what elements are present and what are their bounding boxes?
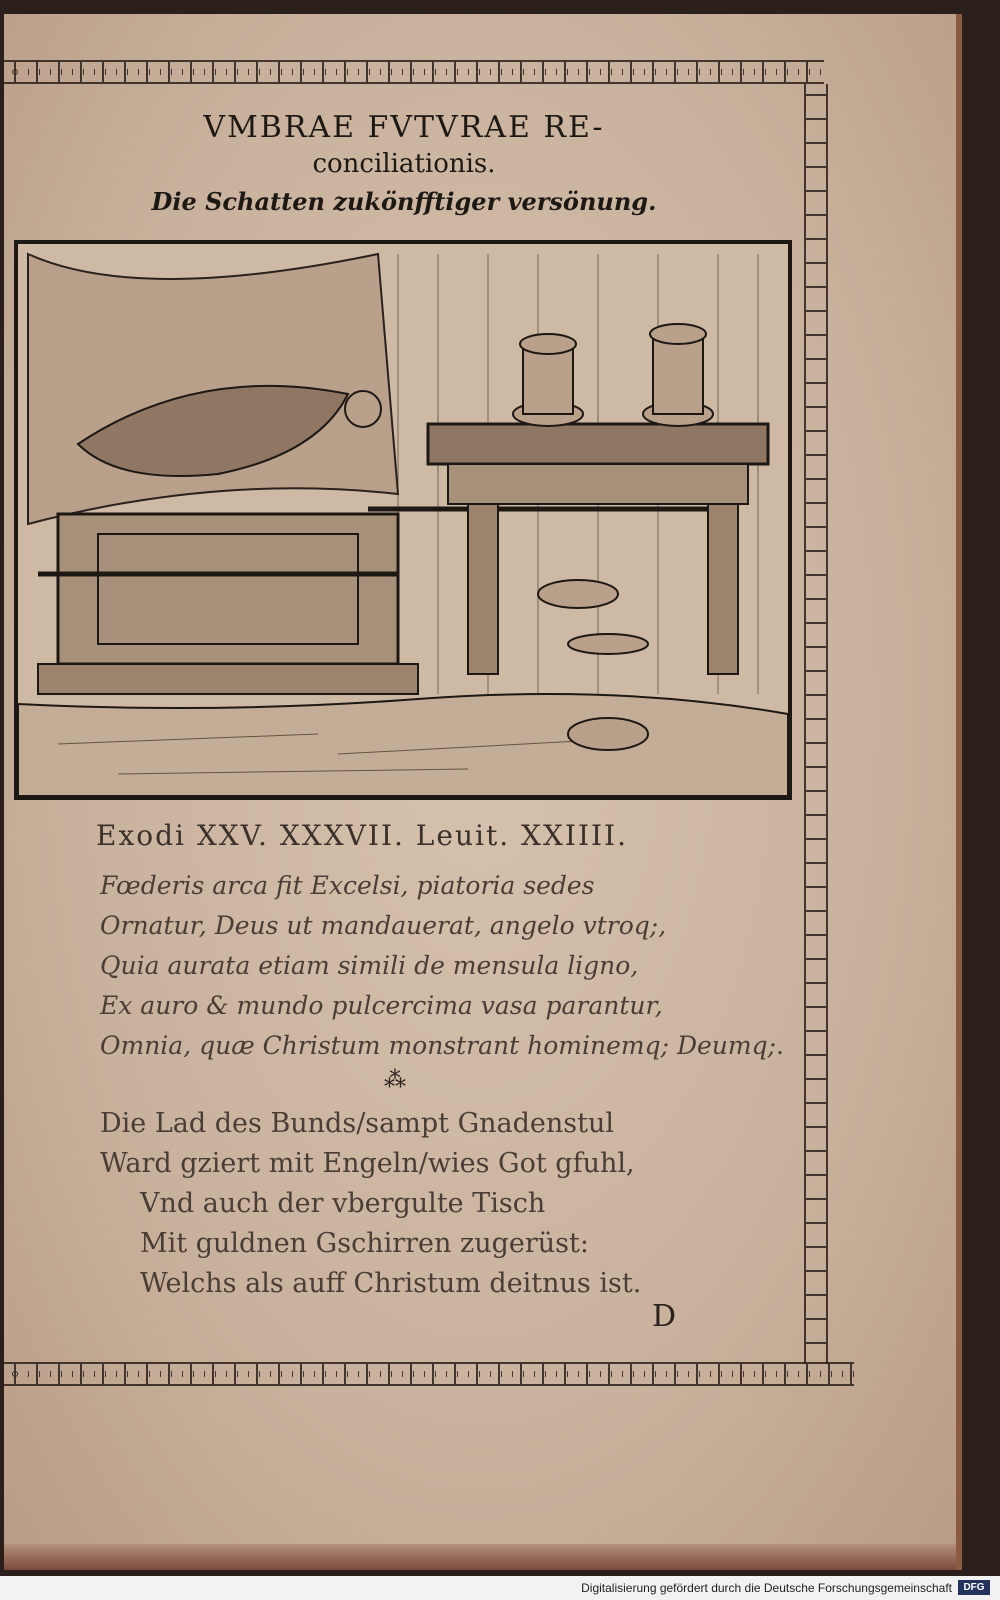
german-verse-line: Welchs als auff Christum deitnus ist. (140, 1268, 642, 1299)
latin-verse-line: Fœderis arca fit Excelsi, piatoria sedes (100, 871, 595, 900)
german-verse-line: Vnd auch der vbergulte Tisch (140, 1188, 546, 1219)
latin-verse-line: Ex auro & mundo pulcercima vasa parantur, (100, 991, 663, 1020)
title-line-latin-1: VMBRAE FVTVRAE RE- (203, 110, 605, 145)
right-ornamental-border (804, 84, 828, 1364)
title-line-german: Die Schatten zukönfftiger versönung. (151, 187, 657, 216)
german-verses (100, 1104, 780, 1304)
latin-verses (100, 866, 784, 1066)
title-line-latin-2: conciliationis. (312, 149, 496, 179)
german-verse-line: Ward gziert mit Engeln/wies Got gfuhl, (100, 1148, 635, 1179)
page-edge-shadow (4, 1544, 956, 1570)
latin-verse-line: Omnia, quæ Christum monstrant hominemq; Deumq;. (100, 1031, 784, 1060)
german-verse-line: Mit guldnen Gschirren zugerüst: (140, 1228, 589, 1259)
fleuron-ornament: ⁂ (384, 1068, 406, 1093)
woodcut-illustration (14, 240, 792, 800)
title-block (104, 110, 704, 216)
scripture-reference: Exodi XXV. XXXVII. Leuit. XXIIII. (96, 819, 629, 852)
woodcut-ark-and-table-image (18, 244, 788, 796)
bottom-ornamental-border (4, 1362, 854, 1386)
book-page (4, 14, 962, 1570)
dfg-logo: DFG (958, 1580, 990, 1595)
footer-bar (0, 1576, 1000, 1600)
latin-verse-line: Ornatur, Deus ut mandauerat, angelo vtroq;, (100, 911, 667, 940)
latin-verse-line: Quia aurata etiam simili de mensula ligno, (100, 951, 639, 980)
footer-credit-text: Digitalisierung gefördert durch die Deutsche Forschungsgemeinschaft (581, 1581, 952, 1595)
catchword: D (652, 1299, 677, 1334)
top-ornamental-border (4, 60, 824, 84)
german-verse-line: Die Lad des Bunds/sampt Gnadenstul (100, 1108, 615, 1139)
